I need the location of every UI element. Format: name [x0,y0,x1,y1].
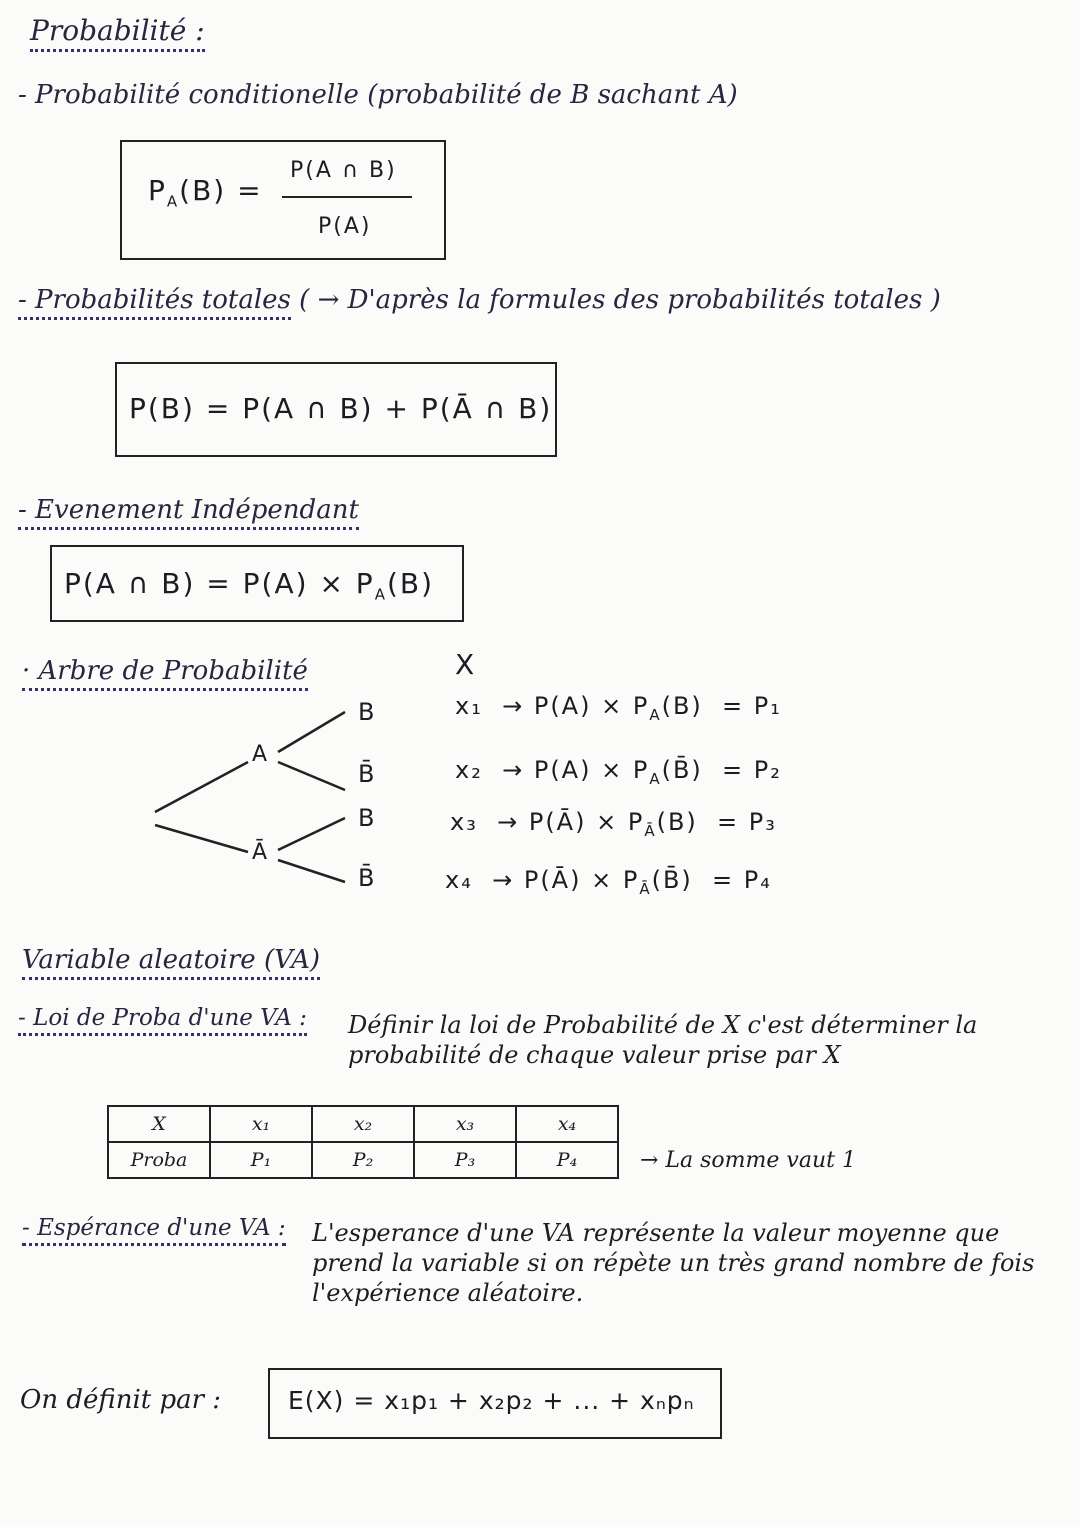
table-cell: x₁ [210,1106,312,1142]
table-cell: Proba [108,1142,210,1178]
numerator: P(A ∩ B) [290,158,397,183]
tree-node-b2bar: B̄ [358,864,377,892]
tree-node-b1: B [358,698,377,726]
total-formula: P(B) = P(A ∩ B) + P(Ā ∩ B) [129,392,553,425]
table-cell: P₂ [312,1142,414,1178]
define-label: On définit par : [20,1385,222,1415]
law-heading: - Loi de Proba d'une VA : [18,1005,307,1036]
denominator: P(A) [318,214,372,239]
tree-row: $x_2 \to P(A) \times P_A(B̄) = P_2$ [455,756,782,788]
independent-formula: P(A ∩ $B) = P(A) \times P_A(B)$ [64,567,435,604]
table-cell: P₄ [516,1142,618,1178]
table-cell: P₃ [414,1142,516,1178]
tree-node-abar: Ā [252,840,270,865]
table-row [108,1106,618,1142]
total-heading: - Probabilités totales ( → D'après la formules des probabilités totales ) [18,285,941,315]
law-text: Définir la loi de Probabilité de X c'est déterminer la probabilité de chaque valeur prise par X [348,1011,978,1069]
tree-node-b2: B [358,804,377,832]
probability-law-table [107,1105,619,1179]
conditional-lhs: $P_A(B)$ = [148,174,263,211]
table-cell: P₁ [210,1142,312,1178]
independent-heading: - Evenement Indépendant [18,495,359,530]
sum-note: → La somme vaut 1 [640,1148,856,1173]
x-column-header: X [455,648,477,681]
tree-node-b1bar: B̄ [358,760,377,788]
table-cell: x₂ [312,1106,414,1142]
va-heading: Variable aleatoire (VA) [22,945,320,980]
table-row [108,1142,618,1178]
tree-row: x₄ → P(Ā) × $P_Ā(B̄) = P_4$ [445,866,772,898]
table-cell: X [108,1106,210,1142]
expectation-heading: - Espérance d'une VA : [22,1215,286,1246]
table-cell: x₄ [516,1106,618,1142]
expectation-formula-box [268,1368,722,1439]
page-title: Probabilité : [30,14,205,52]
tree-row: $x_1 \to P(A) \times P_A(B) = P_1$ [455,692,782,724]
table-cell: x₃ [414,1106,516,1142]
tree-row: x₃ → P(Ā) × $P_Ā(B) = P_3$ [450,808,777,840]
expectation-text: L'esperance d'une VA représente la valeur moyenne que prend la variable si on répète un très grand nombre de fois l'expérience aléatoire. [312,1219,1035,1307]
expectation-formula: E(X) = x₁p₁ + x₂p₂ + ... + xₙpₙ [288,1386,695,1415]
conditional-heading: - Probabilité conditionelle (probabilité de B sachant A) [18,80,738,110]
tree-node-a: A [252,742,270,767]
tree-heading: · Arbre de Probabilité [22,656,308,691]
